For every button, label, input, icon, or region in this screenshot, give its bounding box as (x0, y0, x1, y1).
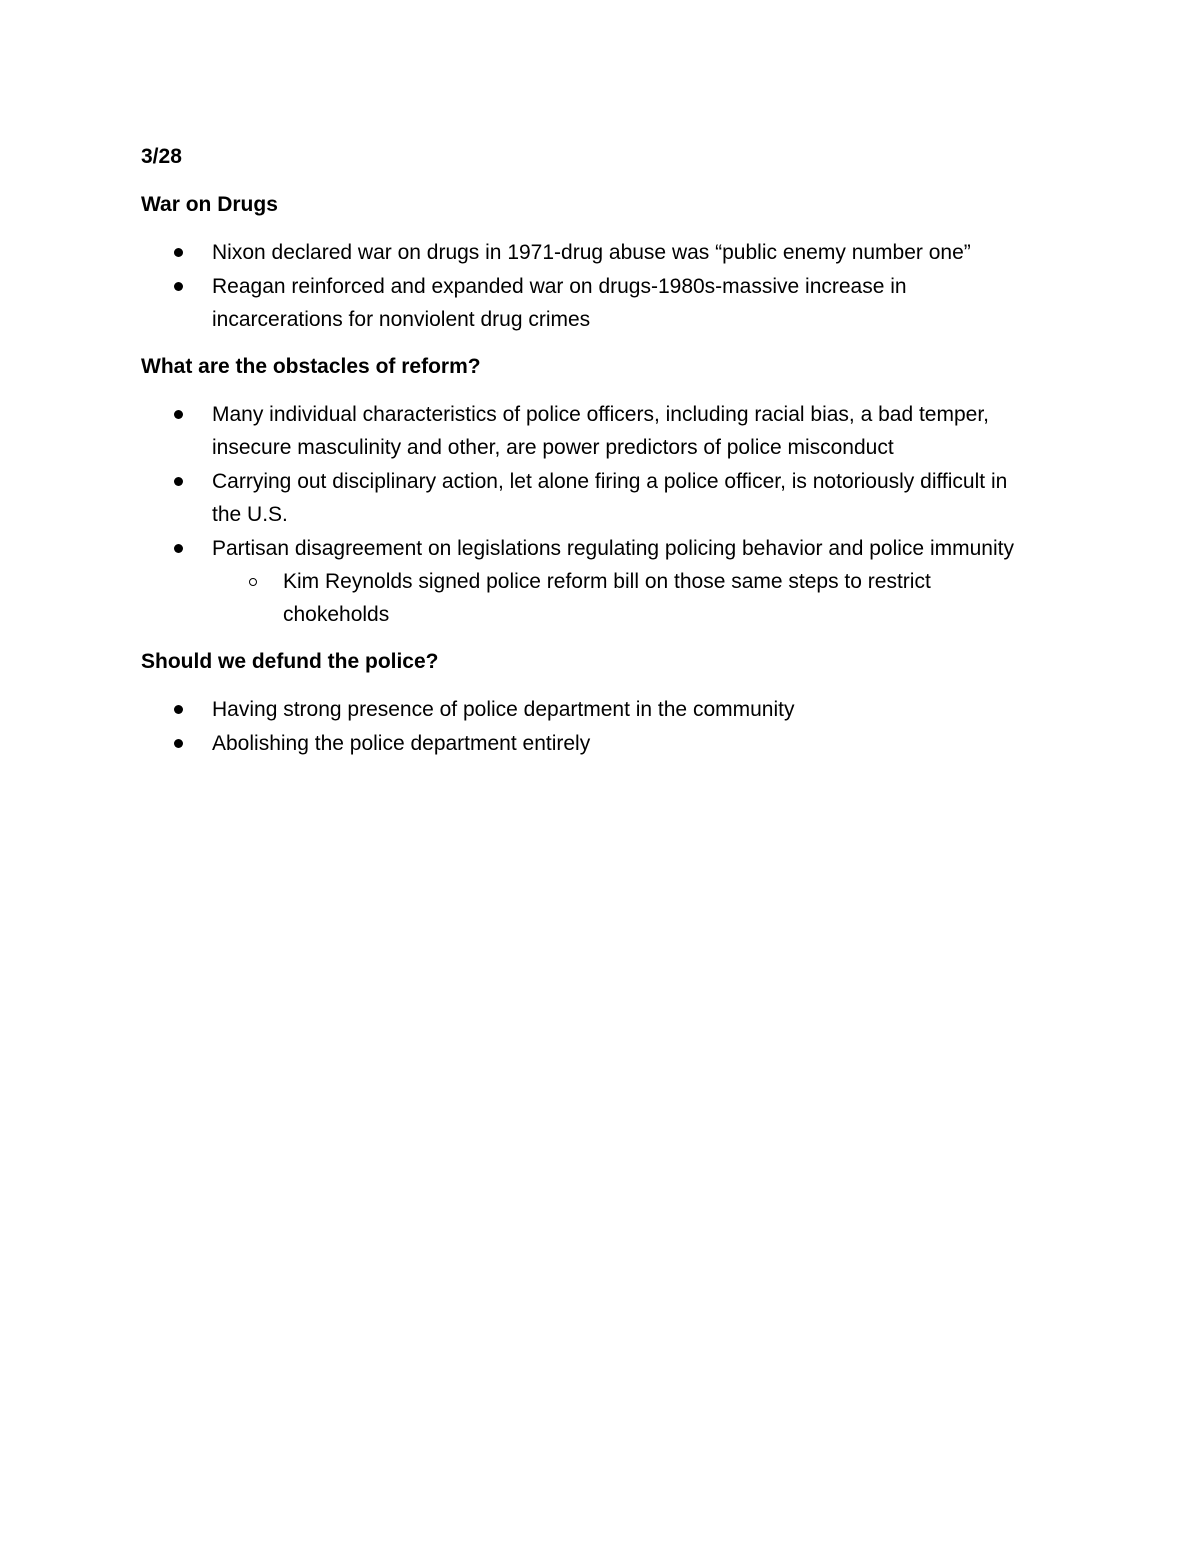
bullet-icon (174, 282, 183, 291)
bullet-icon (174, 705, 183, 714)
bullet-icon (174, 248, 183, 257)
section-title-defund-the-police: Should we defund the police? (141, 650, 439, 673)
sub-list-item (212, 565, 1021, 631)
bullet-list (141, 693, 1021, 760)
bullet-list (141, 236, 1021, 336)
list-item-text: Carrying out disciplinary action, let alone firing a police officer, is notoriously difficult in the U.S. (212, 470, 1008, 526)
list-item (141, 270, 1021, 336)
bullet-icon (174, 410, 183, 419)
list-item-text: Having strong presence of police department in the community (212, 698, 795, 721)
hollow-circle-bullet-icon (249, 578, 257, 586)
document-content (141, 140, 1021, 774)
list-item-text: Nixon declared war on drugs in 1971-drug abuse was “public enemy number one” (212, 241, 971, 264)
section-title-obstacles-of-reform: What are the obstacles of reform? (141, 355, 481, 378)
list-item (141, 693, 1021, 726)
sub-bullet-list (212, 565, 1021, 631)
list-item-text: Partisan disagreement on legislations regulating policing behavior and police immunity (212, 537, 1014, 560)
list-item (141, 532, 1021, 631)
bullet-icon (174, 544, 183, 553)
bullet-list (141, 398, 1021, 631)
sub-list-item-text: Kim Reynolds signed police reform bill on those same steps to restrict chokeholds (283, 570, 931, 626)
list-item (141, 236, 1021, 269)
list-item-text: Reagan reinforced and expanded war on drugs-1980s-massive increase in incarcerations for nonviolent drug crimes (212, 275, 907, 331)
list-item (141, 465, 1021, 531)
bullet-icon (174, 477, 183, 486)
list-item (141, 727, 1021, 760)
bullet-icon (174, 739, 183, 748)
section-title-war-on-drugs: War on Drugs (141, 193, 278, 216)
list-item-text: Abolishing the police department entirely (212, 732, 591, 755)
list-item (141, 398, 1021, 464)
list-item-text: Many individual characteristics of police officers, including racial bias, a bad temper, insecure masculinity and other, are power predictors of police misconduct (212, 403, 989, 459)
note-date: 3/28 (141, 145, 182, 168)
